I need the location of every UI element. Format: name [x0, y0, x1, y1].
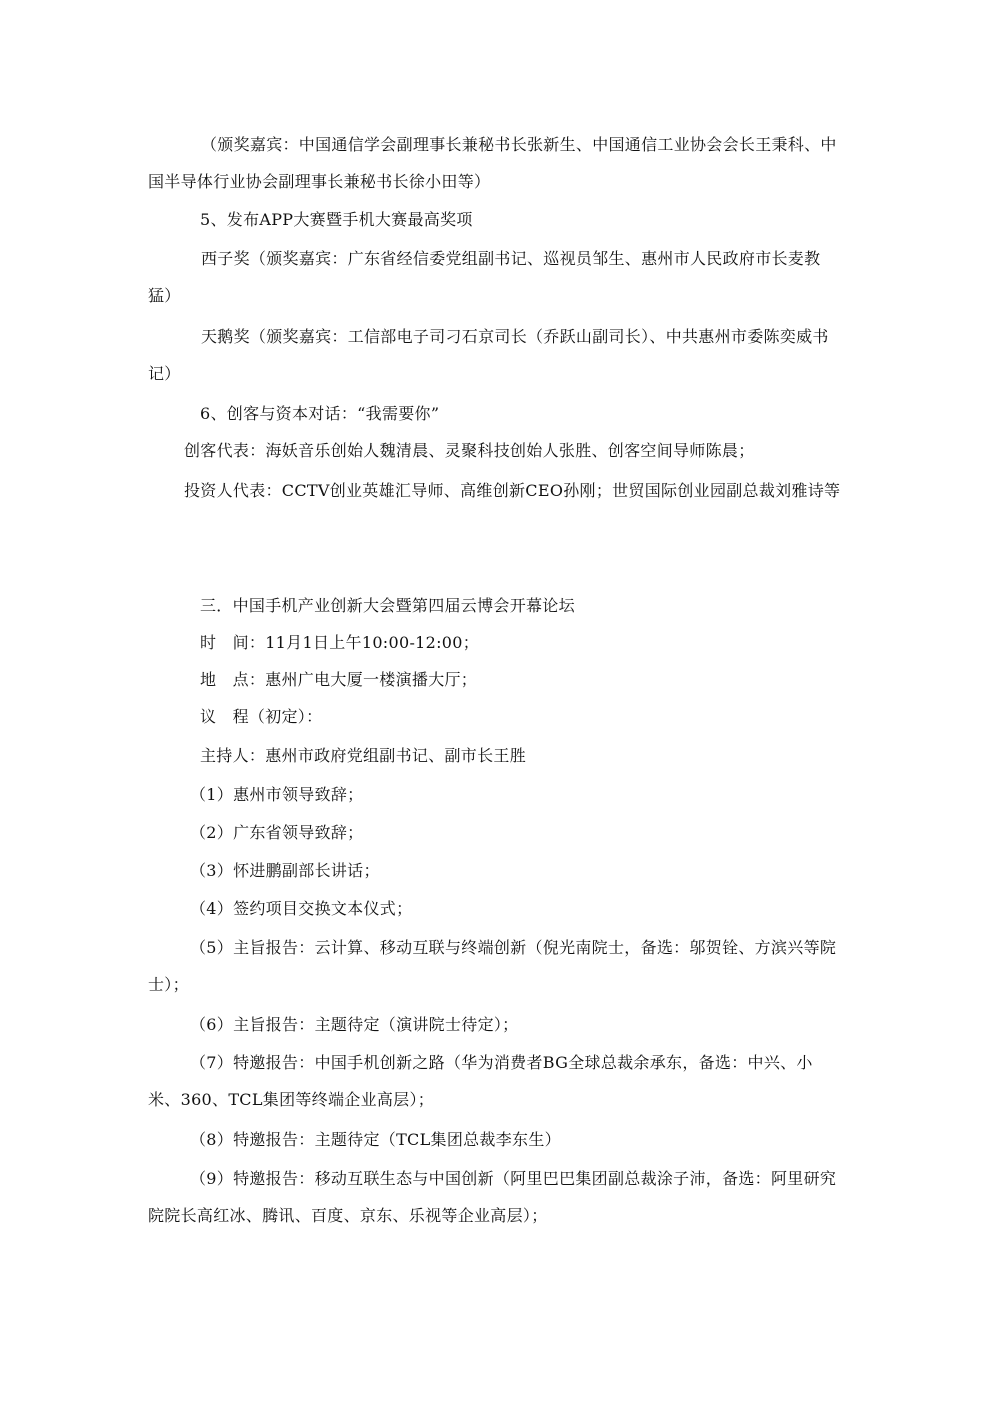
agenda-item-7: （7）特邀报告：中国手机创新之路（华为消费者BG全球总裁余承东，备选：中兴、小米、360、TCL集团等终端企业高层）； — [148, 1053, 813, 1109]
section-title-opening-forum: 三．中国手机产业创新大会暨第四届云博会开幕论坛 — [200, 596, 575, 615]
paragraph-host: 主持人：惠州市政府党组副书记、副市长王胜 — [200, 746, 527, 765]
paragraph-agenda: 议 程（初定）： — [200, 707, 323, 726]
agenda-item-3: （3）怀进鹏副部长讲话； — [190, 861, 380, 880]
agenda-item-4: （4）签约项目交换文本仪式； — [190, 899, 413, 918]
paragraph-location: 地 点：惠州广电大厦一楼演播大厅； — [200, 670, 478, 689]
agenda-item-9: （9）特邀报告：移动互联生态与中国创新（阿里巴巴集团副总裁涂子沛，备选：阿里研究院院长高红冰、腾讯、百度、京东、乐视等企业高层）； — [148, 1169, 837, 1225]
paragraph-award-presenters: （颁奖嘉宾：中国通信学会副理事长兼秘书长张新生、中国通信工业协会会长王秉科、中国半导体行业协会副理事长兼秘书长徐小田等） — [148, 135, 837, 191]
agenda-item-8: （8）特邀报告：主题待定（TCL集团总裁李东生） — [190, 1130, 561, 1149]
agenda-item-1: （1）惠州市领导致辞； — [190, 785, 364, 804]
agenda-item-6: （6）主旨报告：主题待定（演讲院士待定）； — [190, 1015, 519, 1034]
agenda-item-2: （2）广东省领导致辞； — [190, 823, 364, 842]
paragraph-xizi-award: 西子奖（颁奖嘉宾：广东省经信委党组副书记、巡视员邹生、惠州市人民政府市长麦教猛） — [148, 249, 821, 305]
agenda-item-5: （5）主旨报告：云计算、移动互联与终端创新（倪光南院士，备选：邬贺铨、方滨兴等院士）； — [148, 938, 837, 994]
paragraph-investor-representatives: 投资人代表：CCTV创业英雄汇导师、高维创新CEO孙刚；世贸国际创业园副总裁刘雅诗等 — [184, 481, 841, 500]
paragraph-maker-dialogue: 6、创客与资本对话：“我需要你” — [200, 404, 440, 423]
paragraph-tiane-award: 天鹅奖（颁奖嘉宾：工信部电子司刁石京司长（乔跃山副司长）、中共惠州市委陈奕威书记） — [148, 327, 829, 383]
paragraph-app-contest: 5、发布APP大赛暨手机大赛最高奖项 — [200, 210, 473, 229]
paragraph-time: 时 间：11月1日上午10:00-12:00； — [200, 633, 480, 652]
paragraph-maker-representatives: 创客代表：海妖音乐创始人魏清晨、灵聚科技创始人张胜、创客空间导师陈晨； — [184, 441, 755, 460]
